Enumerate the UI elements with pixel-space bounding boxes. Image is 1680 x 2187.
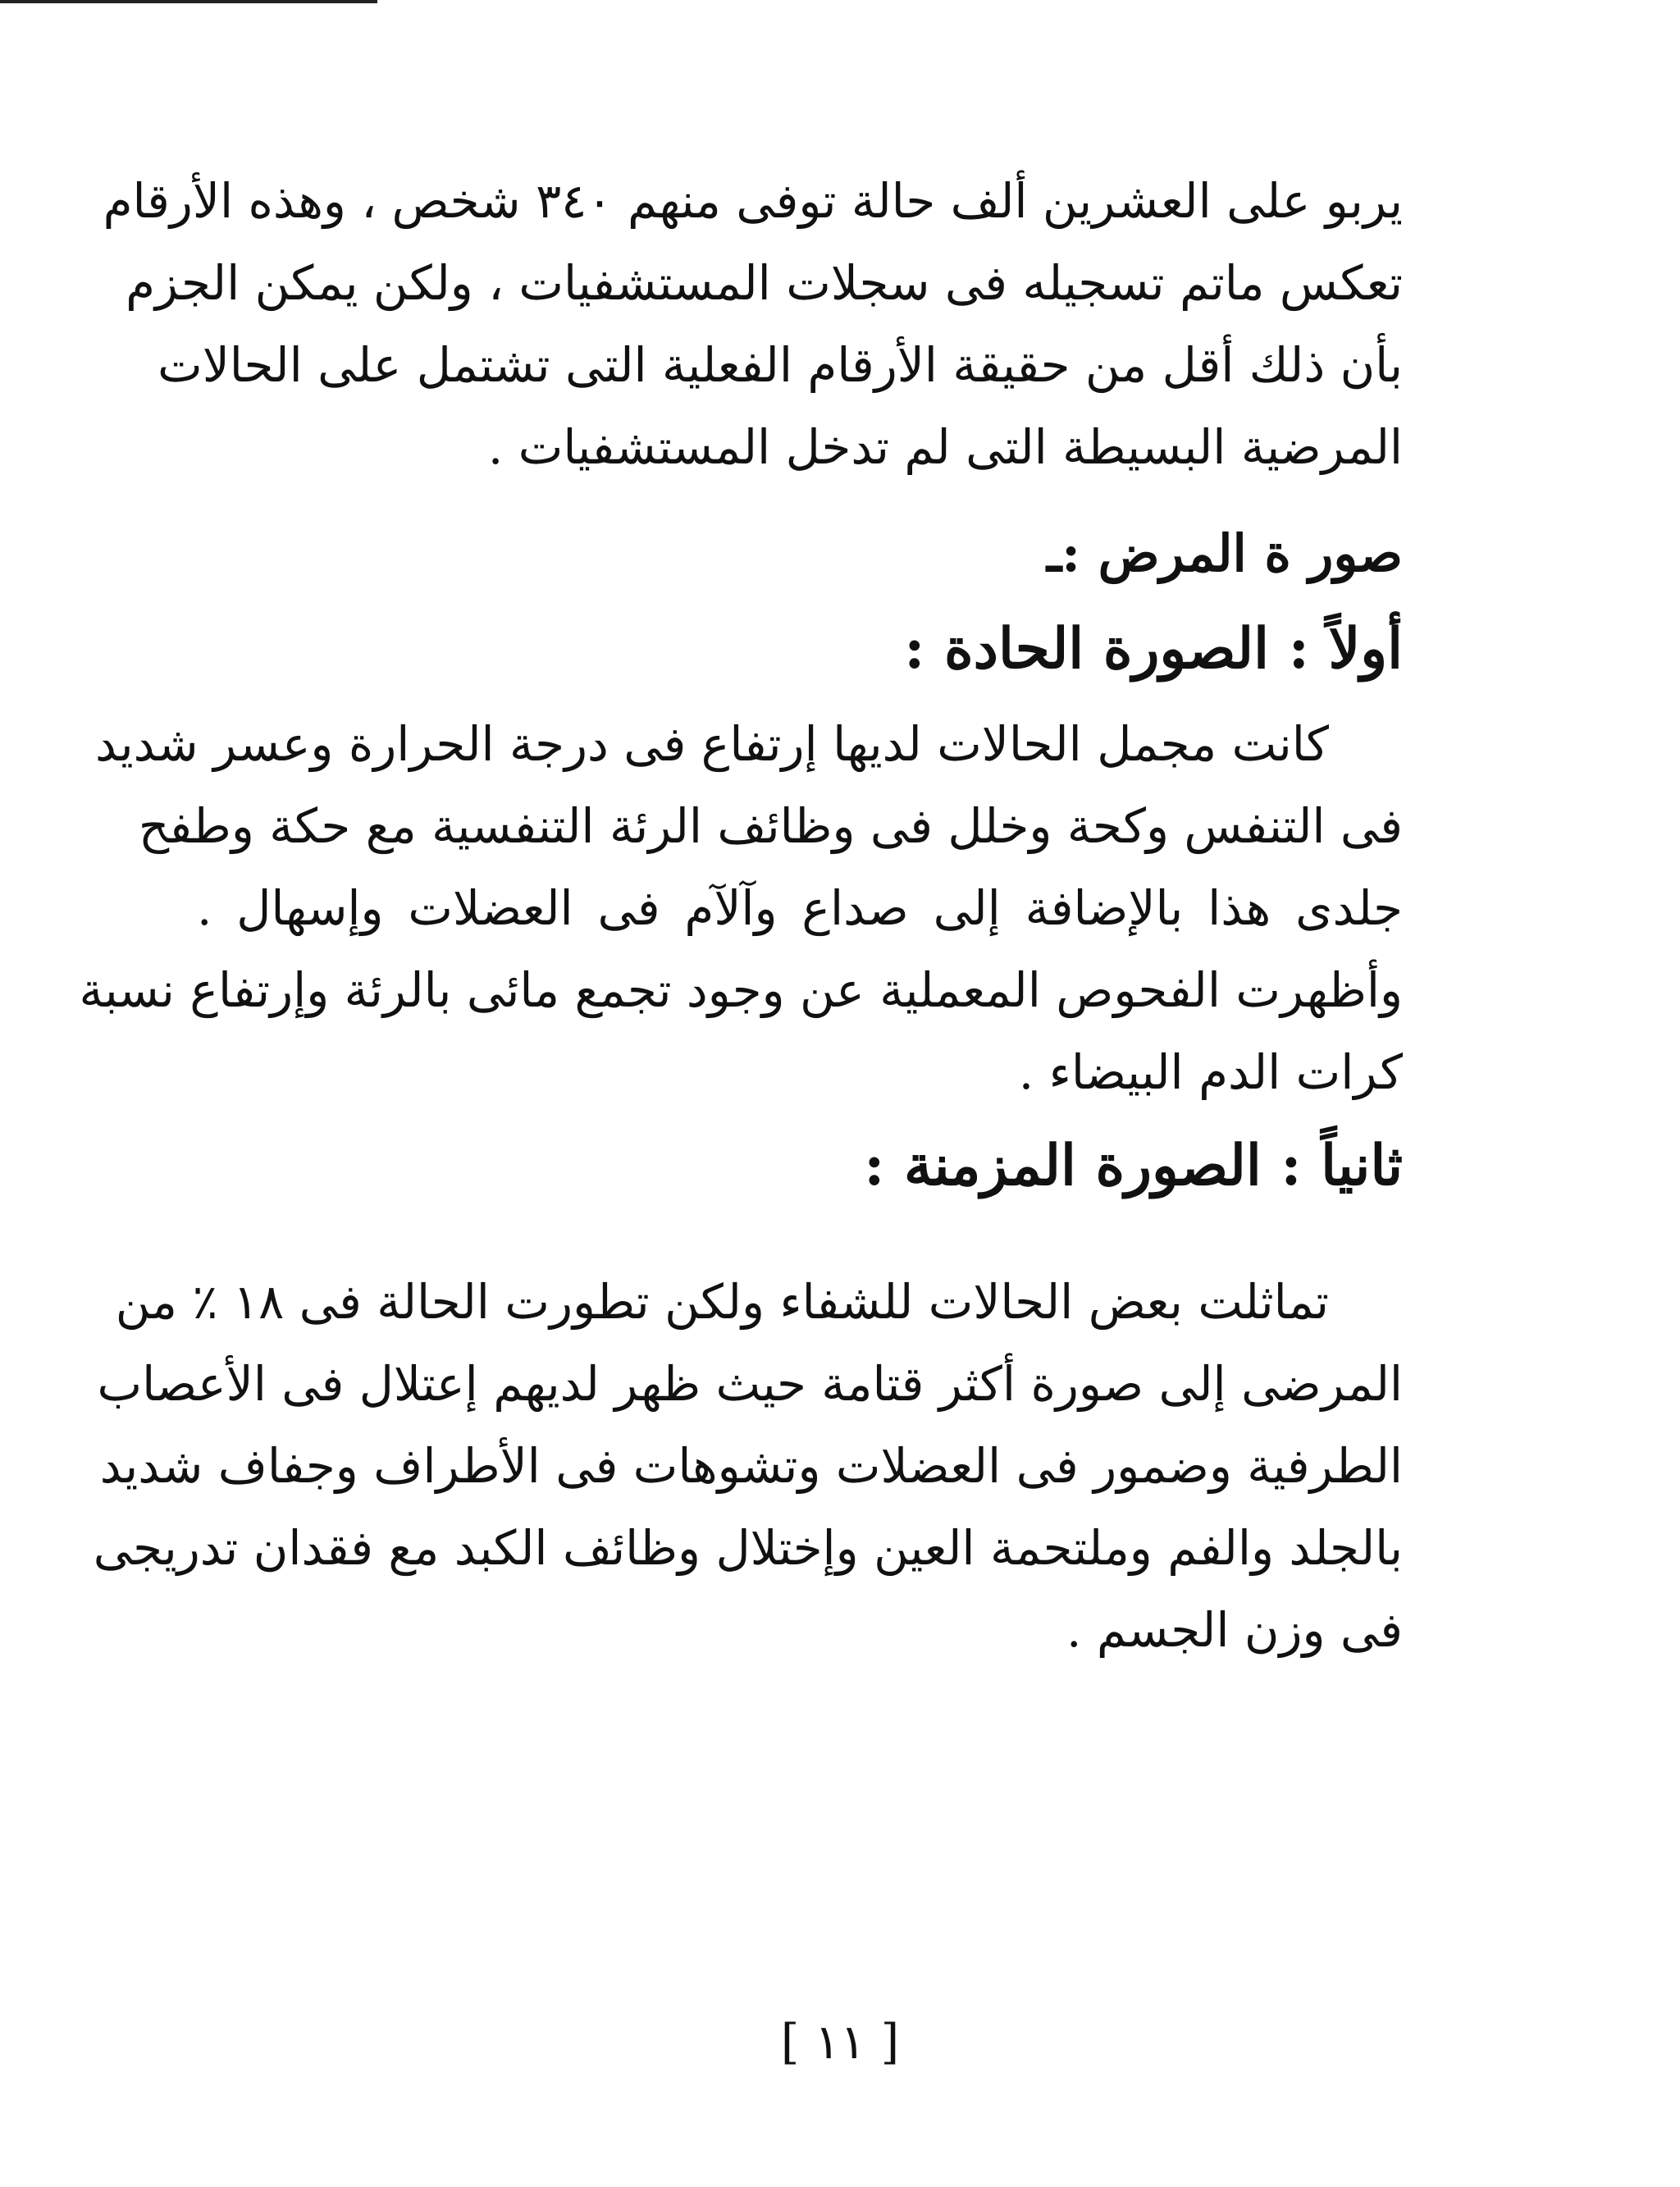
text-line: يربو على العشرين ألف حالة توفى منهم ٣٤٠ شخص ، وهذه الأرقام — [103, 173, 1403, 229]
text-line: وأظهرت الفحوص المعملية عن وجود تجمع مائى بالرئة وإرتفاع نسبة — [79, 962, 1403, 1018]
paragraph-acute — [79, 703, 1403, 1113]
text-line: كانت مجمل الحالات لديها إرتفاع فى درجة الحرارة وعسر شديد — [95, 716, 1329, 772]
scan-edge-line — [0, 0, 377, 3]
text-line: كرات الدم البيضاء . — [1018, 1044, 1403, 1100]
text-line: المرضية البسيطة التى لم تدخل المستشفيات . — [487, 419, 1403, 475]
text-line: جلدى هذا بالإضافة إلى صداع وآلآم فى العضلات وإسهال . — [197, 880, 1403, 936]
document-page — [79, 160, 1403, 2047]
text-line: بأن ذلك أقل من حقيقة الأرقام الفعلية التى تشتمل على الحالات — [158, 337, 1403, 393]
text-line: تماثلت بعض الحالات للشفاء ولكن تطورت الحالة فى ١٨ ٪ من — [115, 1274, 1329, 1330]
heading-acute-form: أولاً : الصورة الحادة : — [904, 616, 1403, 682]
text-line: المرضى إلى صورة أكثر قتامة حيث ظهر لديهم إعتلال فى الأعصاب — [97, 1356, 1403, 1412]
paragraph-intro — [103, 160, 1403, 488]
text-line: فى التنفس وكحة وخلل فى وظائف الرئة التنفسية مع حكة وطفح — [138, 798, 1403, 854]
heading-chronic-form: ثانياً : الصورة المزمنة : — [864, 1133, 1403, 1199]
page-number: [ ١١ ] — [780, 2014, 900, 2070]
text-line: فى وزن الجسم . — [1066, 1602, 1403, 1658]
text-line: الطرفية وضمور فى العضلات وتشوهات فى الأطراف وجفاف شديد — [99, 1438, 1403, 1494]
text-line: بالجلد والفم وملتحمة العين وإختلال وظائف الكبد مع فقدان تدريجى — [93, 1520, 1403, 1576]
paragraph-chronic — [93, 1261, 1403, 1671]
text-line: تعكس ماتم تسجيله فى سجلات المستشفيات ، ولكن يمكن الجزم — [126, 255, 1403, 311]
heading-disease-forms: صور ة المرض :ـ — [1046, 523, 1403, 583]
